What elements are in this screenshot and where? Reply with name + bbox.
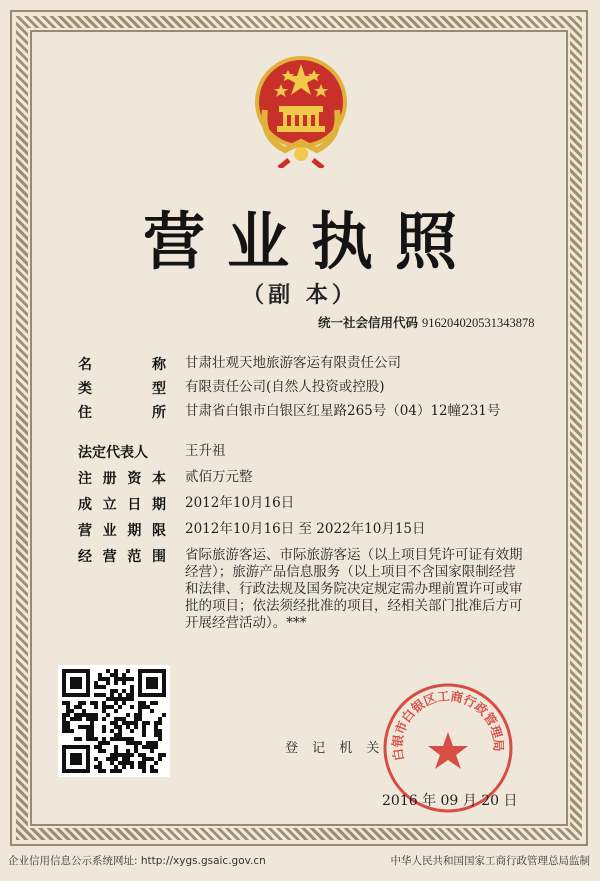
seal-text: 白银市白银区工商行政管理局	[389, 688, 507, 763]
field-row-address	[78, 403, 538, 443]
field-value-established: 2012年10月16日	[185, 495, 295, 511]
field-value-capital: 贰佰万元整	[185, 469, 253, 485]
national-emblem-icon	[255, 50, 347, 168]
credit-code	[318, 313, 535, 331]
field-row-name	[78, 355, 538, 379]
field-label: 法定代表人	[78, 445, 148, 461]
field-value-type: 有限责任公司(自然人投资或控股)	[185, 379, 385, 395]
field-row-term	[78, 521, 538, 547]
field-row-established	[78, 495, 538, 521]
registration-authority: 登 记 机 关	[285, 741, 385, 756]
field-label: 营 业 期 限	[78, 523, 166, 539]
field-value-address: 甘肃省白银市白银区红星路265号（04）12幢231号	[185, 403, 501, 419]
field-label: 注 册 资 本	[78, 471, 166, 487]
field-value-scope: 省际旅游客运、市际旅游客运（以上项目凭许可证有效期经营）；旅游产品信息服务（以上项目不含国家限制经营和法律、行政法规及国务院决定规定需办理前置许可或审批的项目；依法须经批准的项目，经相关部门批准后方可开展经营活动）。***	[185, 547, 523, 631]
document-subtitle: （副 本）	[242, 283, 358, 308]
license-fields	[78, 355, 538, 632]
footer-issuer: 中华人民共和国国家工商行政管理总局监制	[390, 855, 590, 867]
field-label: 名 称	[78, 357, 166, 373]
document-title: 营业执照	[142, 205, 479, 278]
field-label: 成 立 日 期	[78, 497, 166, 513]
field-row-legal-rep	[78, 443, 538, 469]
field-label: 住 所	[78, 405, 166, 421]
field-value-name: 甘肃壮观天地旅游客运有限责任公司	[185, 355, 401, 371]
field-row-scope	[78, 547, 538, 632]
field-row-type	[78, 379, 538, 403]
footer-website: 企业信用信息公示系统网址: http://xygs.gsaic.gov.cn	[8, 855, 266, 867]
credit-code-value: 916204020531343878	[422, 316, 535, 330]
field-label: 类 型	[78, 381, 166, 397]
field-value-term: 2012年10月16日 至 2022年10月15日	[185, 521, 426, 537]
issue-date: 2016 年 09 月 20 日	[382, 793, 518, 809]
field-value-legal-rep: 王升祖	[185, 443, 226, 459]
qr-code-icon	[58, 665, 170, 777]
field-label: 经 营 范 围	[78, 549, 166, 565]
credit-code-label: 统一社会信用代码	[318, 315, 419, 330]
field-row-capital	[78, 469, 538, 495]
